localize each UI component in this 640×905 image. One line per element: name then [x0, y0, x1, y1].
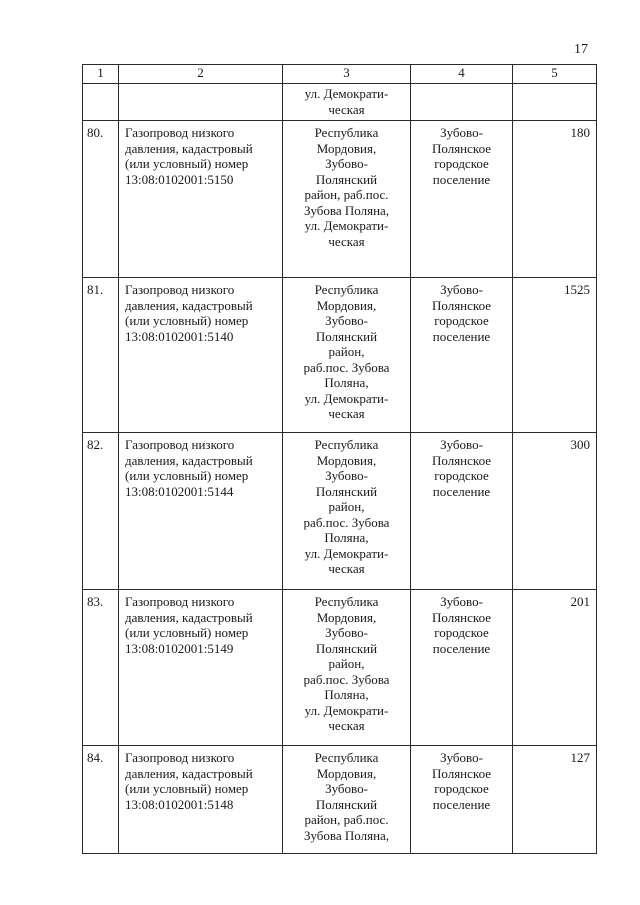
length-cell: 1525 — [513, 278, 597, 433]
description-line: (или условный) номер — [125, 625, 249, 640]
owner-line: городское — [434, 781, 489, 796]
description-line: 13:08:0102001:5148 — [125, 796, 234, 812]
address-line: ческая — [328, 406, 365, 421]
address-line: ческая — [328, 561, 365, 576]
owner-line: Полянское — [432, 140, 491, 156]
page-number: 17 — [574, 42, 588, 57]
description-line: Газопровод низкого — [125, 594, 235, 609]
address-line: Зубово- — [325, 625, 368, 640]
address-cell — [283, 590, 411, 746]
description-cell — [119, 121, 283, 278]
address-line: раб.пос. Зубова — [303, 671, 390, 687]
address-line: Зубово- — [325, 781, 368, 796]
length-cell: 300 — [513, 433, 597, 590]
length-cell: 127 — [513, 746, 597, 854]
address-line: Поляна, — [324, 375, 369, 390]
owner-cell — [411, 590, 513, 746]
description-cell — [119, 433, 283, 590]
owner-line: городское — [434, 468, 489, 483]
description-line: Газопровод низкого — [125, 282, 235, 297]
column-header-4: 4 — [411, 65, 513, 84]
owner-cell — [411, 121, 513, 278]
description-line: (или условный) номер — [125, 781, 249, 796]
address-line: Республика — [314, 282, 379, 297]
address-line: ул. Демократи- — [304, 390, 389, 406]
address-cell — [283, 278, 411, 433]
continuation-number-cell — [83, 84, 119, 121]
owner-line: городское — [434, 313, 489, 328]
description-line: 13:08:0102001:5140 — [125, 328, 234, 344]
address-line: ческая — [328, 233, 365, 249]
owner-cell — [411, 746, 513, 854]
continuation-address-cell — [283, 84, 411, 121]
address-line: Полянский — [315, 483, 378, 499]
description-line: давления, кадастровый — [125, 609, 253, 625]
owner-line: Зубово- — [440, 437, 483, 452]
address-line: Мордовия, — [316, 609, 377, 625]
address-line: Мордовия, — [316, 297, 377, 313]
row-number-cell: 82. — [83, 433, 119, 590]
address-line: ул. Демократи- — [304, 86, 389, 101]
table-row — [83, 590, 597, 746]
address-line: Зубова Поляна, — [303, 827, 390, 843]
table-body — [83, 84, 597, 854]
column-header-3: 3 — [283, 65, 411, 84]
table-row — [83, 278, 597, 433]
continuation-row — [83, 84, 597, 121]
row-number-cell: 81. — [83, 278, 119, 433]
owner-line: Зубово- — [440, 282, 483, 297]
address-line: раб.пос. Зубова — [303, 514, 390, 530]
address-line: ул. Демократи- — [304, 545, 389, 561]
owner-line: Полянское — [432, 297, 491, 313]
address-line: Зубово- — [325, 468, 368, 483]
table-row — [83, 746, 597, 854]
address-line: район, — [328, 499, 365, 514]
address-line: ул. Демократи- — [304, 702, 389, 718]
address-line: район, раб.пос. — [304, 812, 389, 827]
description-line: (или условный) номер — [125, 313, 249, 328]
length-cell: 180 — [513, 121, 597, 278]
address-line: Полянский — [315, 328, 378, 344]
owner-line: городское — [434, 625, 489, 640]
address-line: Зубова Поляна, — [303, 202, 390, 218]
owner-line: поселение — [432, 171, 491, 187]
table-header-row — [83, 65, 597, 84]
address-cell — [283, 433, 411, 590]
continuation-length-cell — [513, 84, 597, 121]
owner-line: поселение — [432, 640, 491, 656]
address-line: Мордовия, — [316, 140, 377, 156]
row-number-cell: 83. — [83, 590, 119, 746]
address-line: район, — [328, 344, 365, 359]
owner-cell — [411, 433, 513, 590]
address-line: ул. Демократи- — [304, 218, 389, 233]
description-line: давления, кадастровый — [125, 140, 253, 156]
description-cell — [119, 746, 283, 854]
address-line: Полянский — [315, 796, 378, 812]
description-line: 13:08:0102001:5150 — [125, 171, 234, 187]
address-line: район, раб.пос. — [304, 187, 389, 202]
owner-line: поселение — [432, 796, 491, 812]
address-line: Республика — [314, 594, 379, 609]
row-number-cell: 80. — [83, 121, 119, 278]
address-line: Зубово- — [325, 156, 368, 171]
address-line: раб.пос. Зубова — [303, 359, 390, 375]
address-line: район, — [328, 656, 365, 671]
owner-line: Полянское — [432, 452, 491, 468]
length-cell: 201 — [513, 590, 597, 746]
description-line: Газопровод низкого — [125, 125, 235, 140]
address-line: ческая — [328, 718, 365, 733]
description-line: давления, кадастровый — [125, 452, 253, 468]
address-line: Республика — [314, 125, 379, 140]
description-line: (или условный) номер — [125, 468, 249, 483]
column-header-5: 5 — [513, 65, 597, 84]
address-line: Республика — [314, 750, 379, 765]
address-cell — [283, 746, 411, 854]
column-header-2: 2 — [119, 65, 283, 84]
address-cell — [283, 121, 411, 278]
description-line: Газопровод низкого — [125, 437, 235, 452]
description-line: 13:08:0102001:5149 — [125, 640, 234, 656]
description-line: (или условный) номер — [125, 156, 249, 171]
address-line: Полянский — [315, 171, 378, 187]
owner-line: городское — [434, 156, 489, 171]
address-line: Поляна, — [324, 687, 369, 702]
continuation-description-cell — [119, 84, 283, 121]
table-row — [83, 121, 597, 278]
address-line: ческая — [328, 101, 365, 117]
address-line: Полянский — [315, 640, 378, 656]
owner-line: поселение — [432, 483, 491, 499]
column-header-1: 1 — [83, 65, 119, 84]
owner-line: Зубово- — [440, 125, 483, 140]
table-row — [83, 433, 597, 590]
owner-line: поселение — [432, 328, 491, 344]
owner-line: Полянское — [432, 609, 491, 625]
address-line: Мордовия, — [316, 452, 377, 468]
description-line: Газопровод низкого — [125, 750, 235, 765]
address-line: Республика — [314, 437, 379, 452]
gas-pipeline-registry-table — [82, 64, 597, 854]
description-cell — [119, 590, 283, 746]
address-line: Мордовия, — [316, 765, 377, 781]
owner-cell — [411, 278, 513, 433]
address-line: Зубово- — [325, 313, 368, 328]
description-line: 13:08:0102001:5144 — [125, 483, 234, 499]
owner-line: Полянское — [432, 765, 491, 781]
row-number-cell: 84. — [83, 746, 119, 854]
description-line: давления, кадастровый — [125, 765, 253, 781]
description-line: давления, кадастровый — [125, 297, 253, 313]
owner-line: Зубово- — [440, 750, 483, 765]
description-cell — [119, 278, 283, 433]
continuation-owner-cell — [411, 84, 513, 121]
owner-line: Зубово- — [440, 594, 483, 609]
address-line: Поляна, — [324, 530, 369, 545]
